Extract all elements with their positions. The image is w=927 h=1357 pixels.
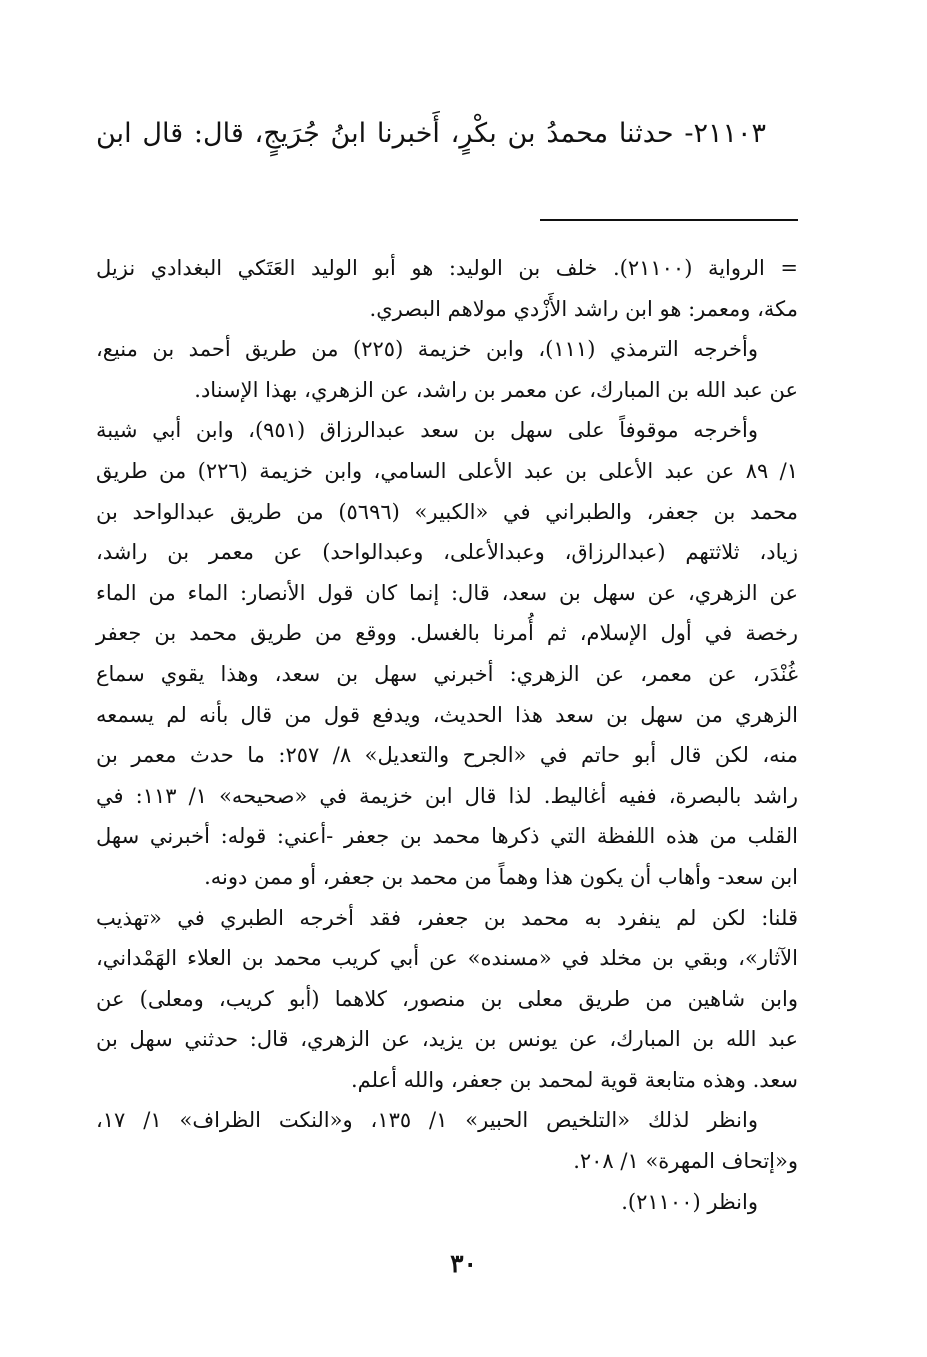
footnote-line: عبد الله بن المبارك، عن يونس بن يزيد، عن الزهري، قال: حدثني سهل بن <box>96 1027 798 1052</box>
footnote-line: راشد بالبصرة، ففيه أغاليط. لذا قال ابن خزيمة في «صحيحه» ١/ ١١٣: في <box>96 783 798 808</box>
footnote-line: مكة، ومعمر: هو ابن راشد الأَزْدي مولاهم البصري. <box>369 296 798 321</box>
footnote-line: ابن سعد- وأهاب أن يكون هذا وهماً من محمد بن جعفر، أو ممن دونه. <box>204 864 798 889</box>
footnote-line: وانظر (٢١١٠٠). <box>621 1189 758 1214</box>
footnote-line: وأخرجه الترمذي (١١١)، وابن خزيمة (٢٢٥) من طريق أحمد بن منيع، <box>96 337 759 362</box>
footnote-line: زياد، ثلاثتهم (عبدالرزاق، وعبدالأعلى، وعبدالواحد) عن معمر بن راشد، <box>96 540 798 565</box>
footnote-line: سعد. وهذه متابعة قوية لمحمد بن جعفر، والله أعلم. <box>350 1067 798 1092</box>
footnote-line: و«إتحاف المهرة» ١/ ٢٠٨. <box>573 1149 798 1174</box>
footnote-line: ١/ ٨٩ عن عبد الأعلى بن عبد الأعلى السامي، وابن خزيمة (٢٢٦) من طريق <box>96 458 798 483</box>
footnotes <box>96 248 798 1222</box>
footnote-line: منه، لكن قال أبو حاتم في «الجرح والتعديل» ٨/ ٢٥٧: ما حدث معمر بن <box>96 743 798 768</box>
footnote-separator <box>540 219 798 221</box>
footnote-line: وأخرجه موقوفاً على سهل بن سعد عبدالرزاق (٩٥١)، وابن أبي شيبة <box>96 418 758 443</box>
hadith-text: ٢١١٠٣- حدثنا محمدُ بن بكْرٍ، أَخبرنا ابنُ جُرَيجٍ، قال: قال ابن <box>96 118 766 149</box>
footnote-line: الزهري من سهل بن سعد هذا الحديث، ويدفع قول من قال بأنه لم يسمعه <box>96 702 798 727</box>
footnote-line: قلنا: لكن لم ينفرد به محمد بن جعفر، فقد أخرجه الطبري في «تهذيب <box>96 905 798 930</box>
footnote-line: رخصة في أول الإسلام، ثم أُمرنا بالغسل. ووقع من طريق محمد بن جعفر <box>96 621 798 646</box>
footnote-line: محمد بن جعفر، والطبراني في «الكبير» (٥٦٩٦) من طريق عبدالواحد بن <box>96 499 798 524</box>
footnote-line: = الرواية (٢١١٠٠). خلف بن الوليد: هو أبو الوليد العَتَكي البغدادي نزيل <box>96 256 798 280</box>
footnote-line: القلب من هذه اللفظة التي ذكرها محمد بن جعفر -أعني: قوله: أخبرني سهل <box>96 824 798 849</box>
page-number: ٣٠ <box>450 1249 477 1278</box>
footnote-line: وابن شاهين من طريق معلى بن منصور، كلاهما (أبو كريب، ومعلى) عن <box>96 986 798 1011</box>
footnote-line: وانظر لذلك «التلخيص الحبير» ١/ ١٣٥، و«النكت الظراف» ١/ ١٧، <box>96 1108 758 1133</box>
footnote-line: الآثار»، وبقي بن مخلد في «مسنده» عن أبي كريب محمد بن العلاء الهَمْداني، <box>96 946 798 971</box>
footnote-line: عن عبد الله بن المبارك، عن معمر بن راشد، عن الزهري، بهذا الإسناد. <box>194 377 798 402</box>
footnote-line: عن الزهري، عن سهل بن سعد، قال: إنما كان قول الأنصار: الماء من الماء <box>96 580 798 605</box>
footnote-line: غُنْدَر، عن معمر، عن الزهري: أخبرني سهل بن سعد، وهذا يقوي سماع <box>96 661 798 686</box>
